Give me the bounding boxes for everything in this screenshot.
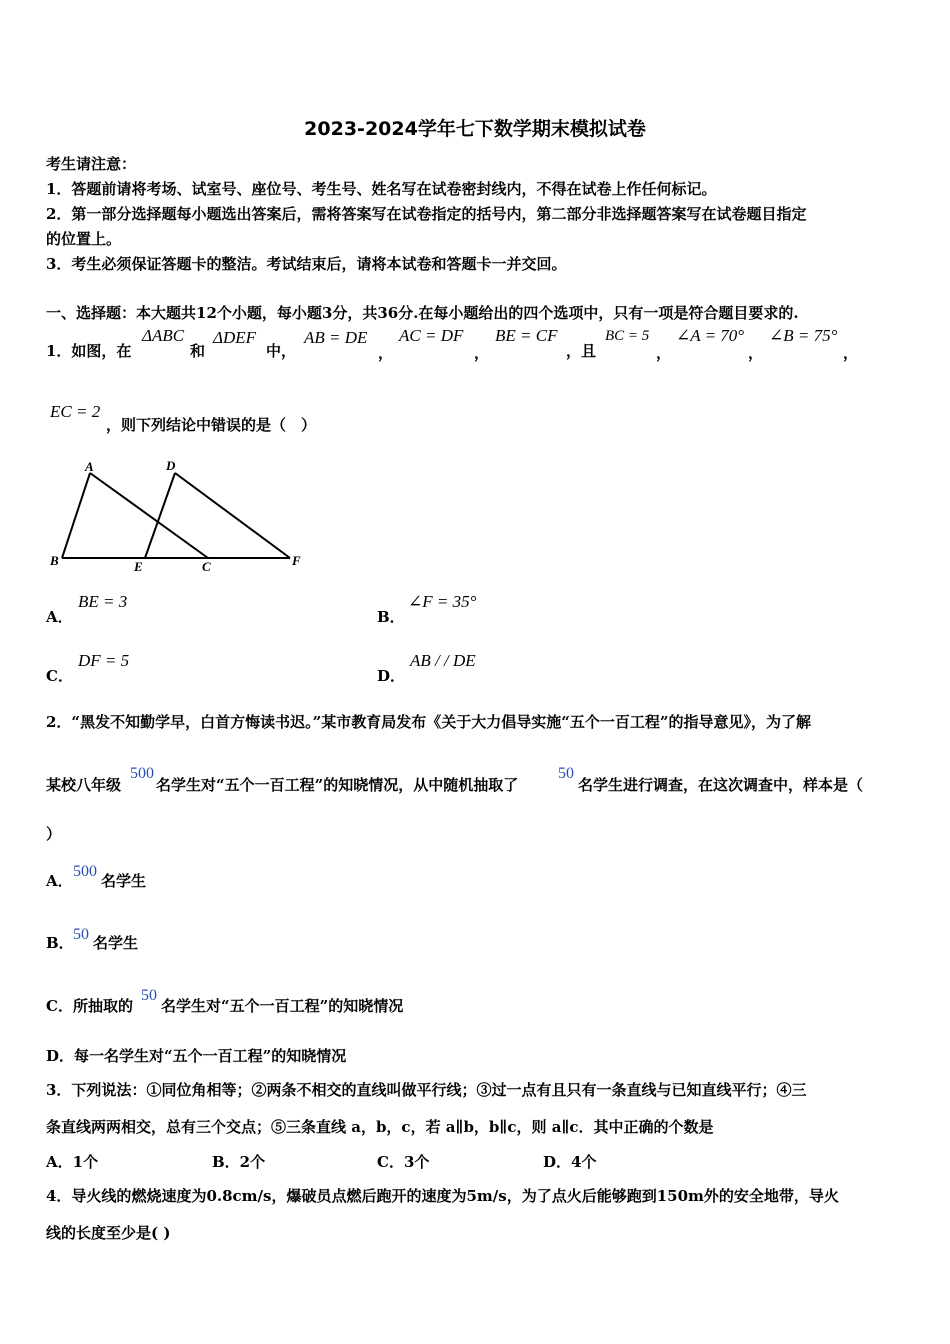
q2-option-b: 名学生 — [93, 934, 139, 952]
q2-number-50: 50 — [558, 765, 574, 782]
q1-comma: ， — [748, 344, 764, 362]
q1-comma: ， — [843, 344, 859, 362]
figure-label-f: F — [292, 553, 301, 568]
q1-triangle-figure — [40, 455, 320, 575]
q1-question-tail: ，则下列结论中错误的是（ ） — [106, 416, 317, 434]
q3-line-2: 条直线两两相交，总有三个交点；⑤三条直线 a，b，c，若 a∥b，b∥c，则 a∥c．其中正确的个数是 — [46, 1118, 714, 1136]
q1-cond-angle-b: ∠B = 75° — [769, 326, 838, 345]
q2-option-c-label: C．所抽取的 — [46, 997, 133, 1015]
q1-triangle-def: ΔDEF — [213, 328, 257, 347]
q2-option-a-number: 500 — [73, 863, 97, 880]
q1-option-d: AB / / DE — [410, 651, 476, 670]
notice-line-2-cont: 的位置上。 — [46, 230, 122, 248]
q3-option-d: D．4个 — [543, 1153, 597, 1171]
q1-cond-ab-de: AB = DE — [304, 328, 368, 347]
q4-line-1: 4．导火线的燃烧速度为0.8cm/s，爆破员点燃后跑开的速度为5m/s，为了点火后能够跑到150m外的安全地带，导火 — [46, 1187, 839, 1205]
q3-option-c: C．3个 — [377, 1153, 430, 1171]
q2-option-c-number: 50 — [141, 987, 157, 1004]
q1-option-b-label: B． — [377, 608, 405, 626]
q3-option-a: A．1个 — [46, 1153, 99, 1171]
q1-option-b: ∠F = 35° — [408, 592, 477, 611]
notice-line-2: 2．第一部分选择题每小题选出答案后，需将答案写在试卷指定的括号内，第二部分非选择题答案写在试卷题目指定 — [46, 205, 807, 223]
q2-option-b-label: B． — [46, 934, 74, 952]
q2-option-a-label: A． — [46, 872, 73, 890]
figure-label-b: B — [50, 553, 59, 568]
q1-cond-angle-a: ∠A = 70° — [676, 326, 745, 345]
figure-label-e: E — [134, 559, 143, 574]
figure-label-c: C — [202, 559, 211, 574]
q1-option-c-label: C． — [46, 667, 73, 685]
q2-option-a: 名学生 — [101, 872, 147, 890]
q1-prefix: 1．如图，在 — [46, 342, 132, 360]
q1-comma: ， — [378, 344, 394, 362]
q1-cond-ac-df: AC = DF — [399, 326, 464, 345]
figure-label-d: D — [166, 458, 176, 473]
q1-cond-bc: BC = 5 — [605, 328, 650, 344]
q1-option-a: BE = 3 — [78, 592, 128, 611]
section-heading: 一、选择题：本大题共12个小题，每小题3分，共36分.在每小题给出的四个选项中，只有一项是符合题目要求的. — [46, 304, 799, 322]
q1-triangle-abc: ΔABC — [142, 326, 185, 345]
q2-option-b-number: 50 — [73, 926, 89, 943]
q2-line-2a: 某校八年级 — [46, 776, 122, 794]
q1-option-d-label: D． — [377, 667, 406, 685]
q1-zhong: 中， — [266, 342, 297, 360]
q1-option-c: DF = 5 — [78, 651, 130, 670]
notice-line-1: 1．答题前请将考场、试室号、座位号、考生号、姓名写在试卷密封线内，不得在试卷上作任何标记。 — [46, 180, 717, 198]
notice-heading: 考生请注意： — [46, 155, 137, 173]
q1-and: 和 — [190, 342, 206, 360]
q1-qie: ，且 — [566, 342, 597, 360]
q1-option-a-label: A． — [46, 608, 73, 626]
q1-comma: ， — [656, 344, 672, 362]
q2-number-500: 500 — [130, 765, 154, 782]
notice-line-3: 3．考生必须保证答题卡的整洁。考试结束后，请将本试卷和答题卡一并交回。 — [46, 255, 567, 273]
q4-line-2: 线的长度至少是( ) — [46, 1224, 171, 1242]
q2-line-2b: 名学生对“五个一百工程”的知晓情况，从中随机抽取了 — [156, 776, 519, 794]
page-title: 2023-2024学年七下数学期末模拟试卷 — [304, 118, 646, 140]
q1-comma: ， — [474, 344, 490, 362]
q2-line-2c: 名学生进行调查，在这次调查中，样本是（ — [578, 776, 864, 794]
q1-cond-ec: EC = 2 — [50, 402, 101, 421]
q2-option-d: D．每一名学生对“五个一百工程”的知晓情况 — [46, 1047, 347, 1065]
q3-option-b: B．2个 — [212, 1153, 266, 1171]
q1-cond-be-cf: BE = CF — [495, 326, 558, 345]
q3-line-1: 3．下列说法：①同位角相等；②两条不相交的直线叫做平行线；③过一点有且只有一条直线与已知直线平行；④三 — [46, 1081, 807, 1099]
figure-label-a: A — [85, 459, 94, 474]
q2-line-1: 2．“黑发不知勤学早，白首方悔读书迟。”某市教育局发布《关于大力倡导实施“五个一百工程”的指导意见》，为了解 — [46, 713, 811, 731]
q2-line-3: ） — [46, 825, 62, 843]
q2-option-c: 名学生对“五个一百工程”的知晓情况 — [161, 997, 404, 1015]
